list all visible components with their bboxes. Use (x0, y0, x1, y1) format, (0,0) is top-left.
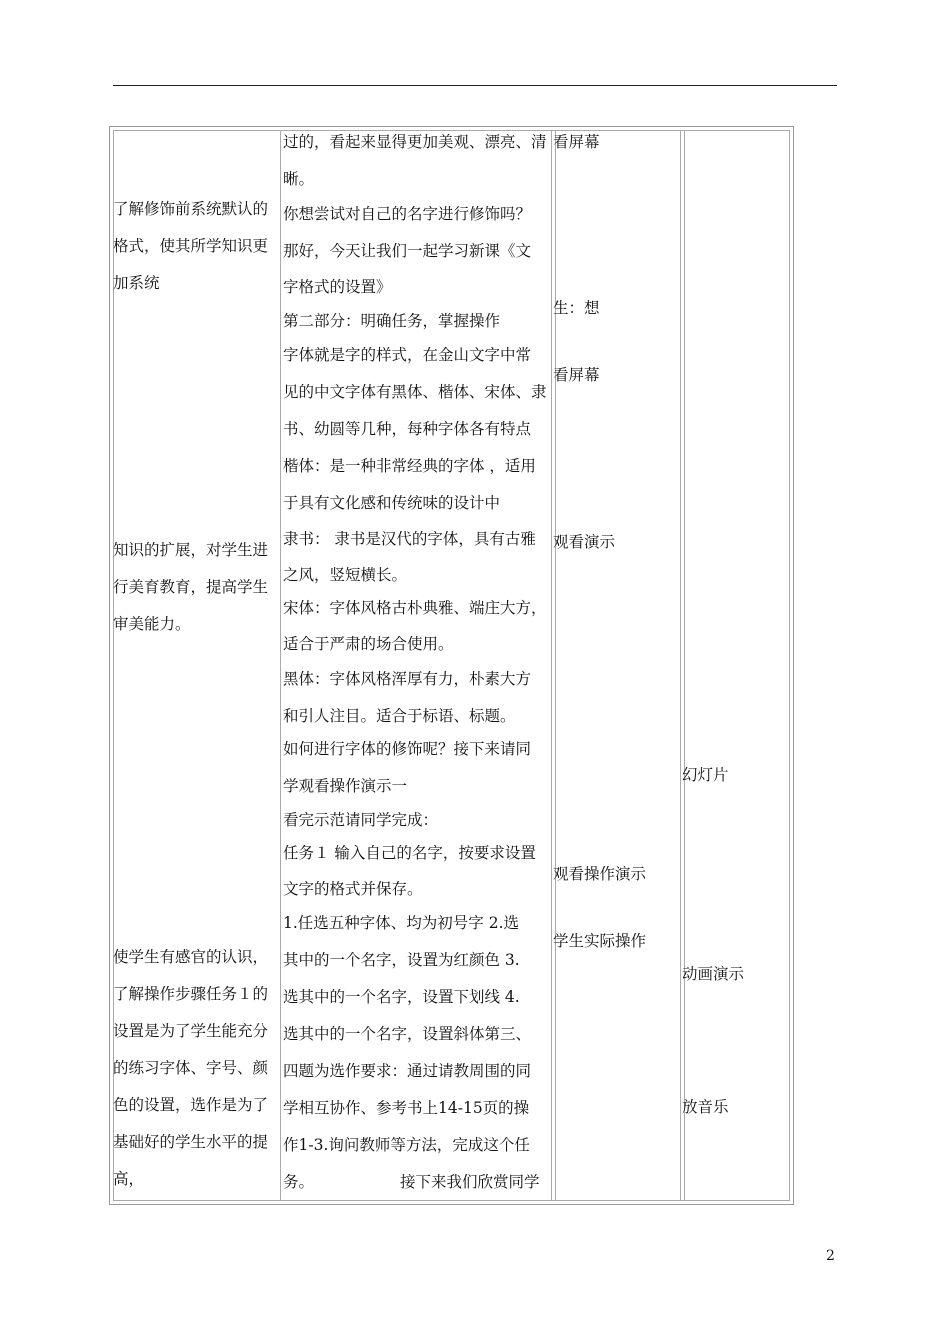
teaching-text-line: 四题为选作要求：通过请教周围的同 (283, 1062, 532, 1080)
teaching-text-line: 务。 (283, 1173, 315, 1191)
teaching-text-line: 适合于严肃的场合使用。 (283, 635, 454, 653)
header-rule (113, 85, 837, 86)
teaching-text-line: 那好，今天让我们一起学习新课《文 (283, 242, 532, 260)
teaching-text-line: 如何进行字体的修饰呢？接下来请同 (283, 740, 532, 758)
teaching-text-line: 学相互协作、参考书上14-15页的操 (283, 1099, 530, 1117)
column-divider (680, 131, 685, 1200)
teaching-text-line: 晰。 (283, 170, 315, 188)
intent-text-2-line-3: 审美能力。 (113, 615, 191, 633)
intent-text-3-line-5: 色的设置，选作是为了 (113, 1096, 269, 1114)
column-divider (280, 131, 281, 1200)
teaching-text-line: 隶书： 隶书是汉代的字体，具有古雅 (283, 530, 536, 548)
teaching-text-line: 接下来我们欣赏同学 (400, 1173, 540, 1191)
student-activity-text: 看屏幕 (553, 366, 600, 384)
teaching-text-line: 字格式的设置》 (283, 278, 392, 296)
teaching-text-line: 宋体：字体风格古朴典雅、端庄大方， (283, 599, 547, 617)
media-text: 幻灯片 (682, 766, 729, 784)
intent-text-3-line-3: 设置是为了学生能充分 (113, 1022, 269, 1040)
intent-text-1-line-2: 格式，使其所学知识更 (113, 237, 269, 255)
column-divider (551, 131, 556, 1200)
intent-text-3-line-1: 使学生有感官的认识， (113, 948, 269, 966)
teaching-text-line: 看完示范请同学完成： (283, 811, 439, 829)
student-activity-text: 看屏幕 (553, 133, 600, 151)
teaching-text-line: 选其中的一个名字，设置斜体第三、 (283, 1025, 532, 1043)
intent-text-1-line-3: 加系统 (113, 274, 160, 292)
teaching-text-line: 作1-3.询问教师等方法，完成这个任 (283, 1136, 530, 1154)
student-activity-text: 观看操作演示 (553, 865, 647, 883)
teaching-text-line: 之风，竖短横长。 (283, 566, 408, 584)
teaching-text-line: 第二部分：明确任务，掌握操作 (283, 312, 501, 330)
intent-text-2-line-1: 知识的扩展，对学生进 (113, 541, 269, 559)
intent-text-1-line-1: 了解修饰前系统默认的 (113, 200, 269, 218)
teaching-text-line: 其中的一个名字，设置为红颜色 3. (283, 951, 520, 969)
student-activity-text: 观看演示 (553, 533, 616, 551)
teaching-text-line: 任务１ 输入自己的名字，按要求设置 (283, 844, 536, 862)
intent-text-3-line-4: 的练习字体、字号、颜 (113, 1059, 269, 1077)
teaching-text-line: 学观看操作演示一 (283, 777, 408, 795)
teaching-text-line: 文字的格式并保存。 (283, 880, 423, 898)
teaching-text-line: 书、幼圆等几种，每种字体各有特点 (283, 420, 532, 438)
teaching-text-line: 你想尝试对自己的名字进行修饰吗？ (283, 205, 532, 223)
media-text: 放音乐 (682, 1098, 729, 1116)
teaching-text-line: 见的中文字体有黑体、楷体、宋体、隶 (283, 383, 547, 401)
intent-text-3-line-7: 高， (113, 1170, 145, 1188)
student-activity-text: 学生实际操作 (553, 932, 647, 950)
teaching-text-line: 楷体：是一种非常经典的字体 ，适用 (283, 457, 536, 475)
intent-text-2-line-2: 行美育教育，提高学生 (113, 578, 269, 596)
student-activity-text: 生：想 (553, 299, 600, 317)
teaching-text-line: 于具有文化感和传统味的设计中 (283, 494, 501, 512)
teaching-text-line: 1.任选五种字体、均为初号字 2.选 (283, 914, 520, 932)
teaching-text-line: 字体就是字的样式，在金山文字中常 (283, 346, 532, 364)
teaching-text-line: 过的，看起来显得更加美观、漂亮、清 (283, 133, 547, 151)
intent-text-3-line-6: 基础好的学生水平的提 (113, 1133, 269, 1151)
teaching-text-line: 黑体：字体风格浑厚有力，朴素大方 (283, 670, 532, 688)
teaching-text-line: 选其中的一个名字，设置下划线 4. (283, 988, 520, 1006)
page-number: 2 (826, 1248, 835, 1264)
media-text: 动画演示 (682, 965, 745, 983)
intent-text-3-line-2: 了解操作步骤任务１的 (113, 985, 269, 1003)
teaching-text-line: 和引人注目。适合于标语、标题。 (283, 707, 516, 725)
